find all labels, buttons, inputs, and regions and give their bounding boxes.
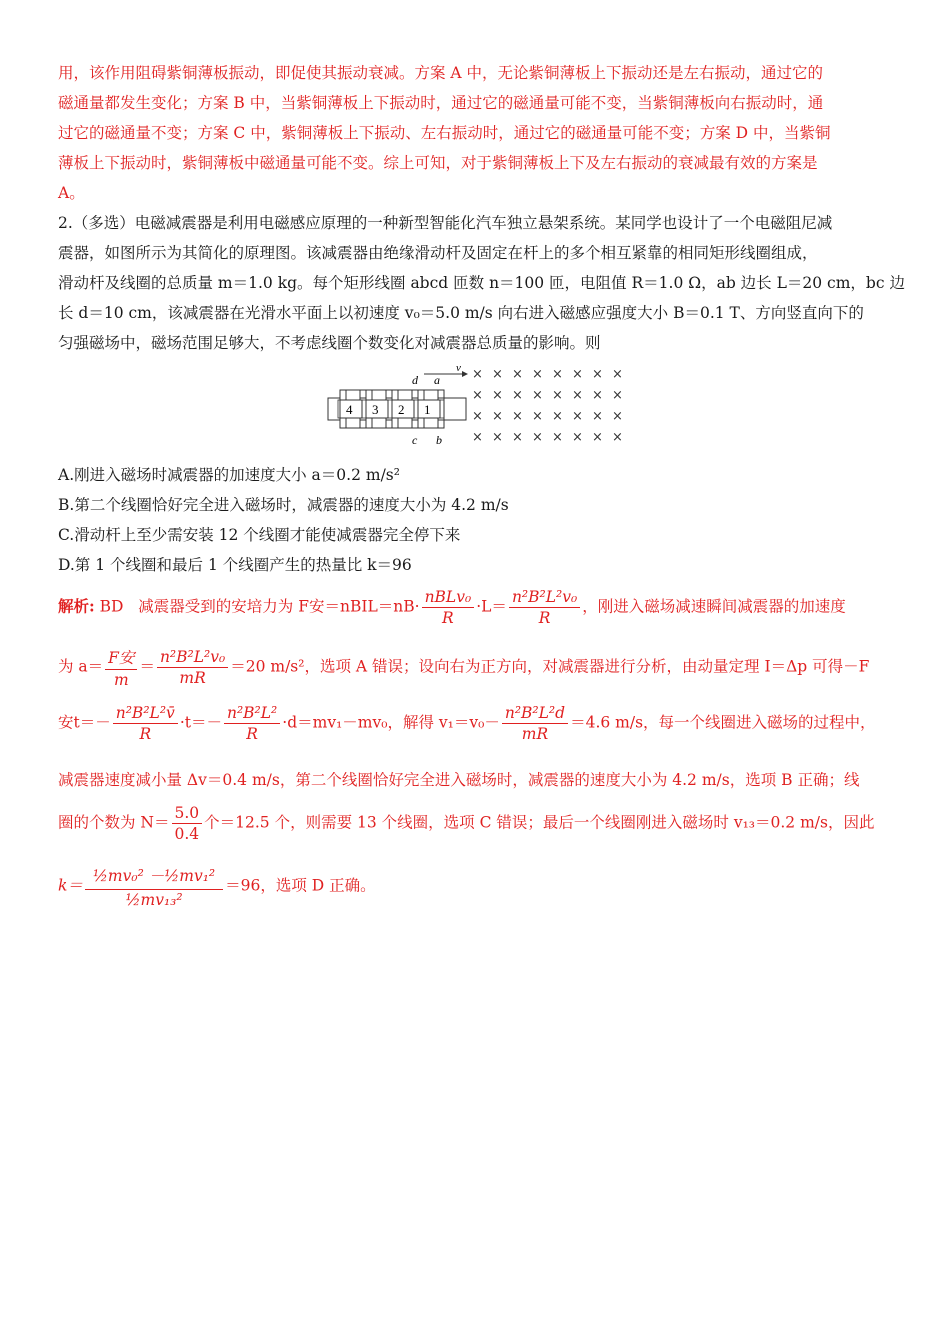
solution-text: 安t＝－ xyxy=(58,713,111,732)
solution-text: ＝96，选项 D 正确。 xyxy=(225,876,376,895)
fraction-denominator: R xyxy=(442,609,454,627)
explanation-line: A。 xyxy=(58,184,85,202)
field-cross: × xyxy=(472,367,483,382)
solution-text: 减震器受到的安培力为 F安＝nBIL＝nB· xyxy=(138,597,420,616)
solution-text: 为 a＝ xyxy=(58,657,104,676)
solution-text: k＝ xyxy=(58,876,83,895)
question-line: 滑动杆及线圈的总质量 m＝1.0 kg。每个矩形线圈 abcd 匝数 n＝100 匝，电阻值 R＝1.0 Ω，ab 边长 L＝20 cm，bc 边 xyxy=(58,274,905,292)
solution-text: ·L＝ xyxy=(476,597,507,616)
field-cross: × xyxy=(572,409,583,424)
field-cross: × xyxy=(552,430,563,445)
field-cross: × xyxy=(572,388,583,403)
field-cross: × xyxy=(552,409,563,424)
solution-line-6 xyxy=(58,864,376,909)
fraction-numerator: n²B²L² xyxy=(224,704,280,724)
solution-text: 圈的个数为 N＝ xyxy=(58,813,170,832)
fraction-denominator: R xyxy=(139,725,152,743)
field-cross: × xyxy=(532,409,543,424)
solution-text: ，刚进入磁场减速瞬间减震器的加速度 xyxy=(582,597,846,616)
field-cross: × xyxy=(532,367,543,382)
solution-line-2 xyxy=(58,646,869,689)
explanation-line: 用，该作用阻碍紫铜薄板振动，即促使其振动衰减。方案 A 中，无论紫铜薄板上下振动还是左右振动，通过它的 xyxy=(58,64,824,82)
fraction xyxy=(502,704,568,743)
solution-label: 解析: xyxy=(58,596,95,616)
solution-text: ＝4.6 m/s，每一个线圈进入磁场的过程中， xyxy=(570,713,876,732)
field-cross: × xyxy=(552,388,563,403)
option-a: A.刚进入磁场时减震器的加速度大小 a＝0.2 m/s² xyxy=(58,466,400,484)
coil-label: 1 xyxy=(424,402,431,417)
field-cross: × xyxy=(612,367,623,382)
field-cross: × xyxy=(612,388,623,403)
fraction xyxy=(85,864,223,909)
fraction-numerator: n²B²L²v₀ xyxy=(509,588,580,608)
options xyxy=(58,460,888,580)
top-explanation xyxy=(58,58,888,208)
fraction-numerator: 5.0 xyxy=(172,804,203,824)
explanation-line: 磁通量都发生变化；方案 B 中，当紫铜薄板上下振动时，通过它的磁通量可能不变，当紫铜薄板向右振动时，通 xyxy=(58,94,824,112)
field-cross: × xyxy=(512,367,523,382)
solution-text: ＝ xyxy=(139,657,155,676)
solution xyxy=(58,580,888,920)
question-line: 震器，如图所示为其简化的原理图。该减震器由绝缘滑动杆及固定在杆上的多个相互紧靠的相同矩形线圈组成， xyxy=(58,244,818,262)
solution-text: ＝20 m/s²，选项 A 错误；设向右为正方向，对减震器进行分析，由动量定理 I＝Δp 可得－F xyxy=(230,657,870,676)
question-line: 长 d＝10 cm，该减震器在光滑水平面上以初速度 v₀＝5.0 m/s 向右进入磁感应强度大小 B＝0.1 T、方向竖直向下的 xyxy=(58,304,864,322)
velocity-arrowhead xyxy=(462,371,468,377)
field-cross: × xyxy=(612,430,623,445)
corner-label-b: b xyxy=(436,433,442,447)
fraction-denominator: R xyxy=(246,725,258,743)
field-cross: × xyxy=(592,409,603,424)
coil-label: 4 xyxy=(346,402,353,417)
fraction-denominator: mR xyxy=(179,669,206,687)
fraction-numerator: F安 xyxy=(105,646,137,670)
fraction-denominator: 0.4 xyxy=(174,825,200,843)
fraction-denominator: ½mv₁₃² xyxy=(125,891,183,909)
option-d: D.第 1 个线圈和最后 1 个线圈产生的热量比 k＝96 xyxy=(58,556,412,574)
fraction-denominator: R xyxy=(538,609,551,627)
solution-text: ·d＝mv₁－mv₀，解得 v₁＝v₀－ xyxy=(282,713,500,732)
field-cross: × xyxy=(532,430,543,445)
fraction xyxy=(105,646,137,689)
fraction xyxy=(172,804,203,843)
field-cross: × xyxy=(592,367,603,382)
damper-diagram xyxy=(58,362,888,454)
solution-line-3 xyxy=(58,704,876,743)
field-cross: × xyxy=(532,388,543,403)
solution-line-4 xyxy=(58,768,859,790)
fraction-numerator: n²B²L²v₀ xyxy=(157,648,228,668)
field-cross: × xyxy=(472,388,483,403)
field-cross: × xyxy=(492,430,503,445)
solution-text: ·t＝－ xyxy=(179,713,222,732)
solution-line-1 xyxy=(58,588,846,627)
fraction-numerator: nBLv₀ xyxy=(422,588,475,608)
field-cross: × xyxy=(492,388,503,403)
fraction-numerator: n²B²L²d xyxy=(502,704,568,724)
fraction-denominator: m xyxy=(113,671,129,689)
field-cross: × xyxy=(492,367,503,382)
explanation-line: 过它的磁通量不变；方案 C 中，紫铜薄板上下振动、左右振动时，通过它的磁通量可能不变；方案 D 中，当紫铜 xyxy=(58,124,831,142)
question-stem xyxy=(58,208,905,358)
fraction xyxy=(224,704,280,743)
fraction-denominator: mR xyxy=(521,725,549,743)
field-cross: × xyxy=(492,409,503,424)
option-c: C.滑动杆上至少需安装 12 个线圈才能使减震器完全停下来 xyxy=(58,526,461,544)
field-cross: × xyxy=(612,409,623,424)
fraction xyxy=(422,588,475,627)
field-cross: × xyxy=(512,409,523,424)
field-cross: × xyxy=(512,388,523,403)
coil-label: 2 xyxy=(398,402,405,417)
field-cross: × xyxy=(592,388,603,403)
field-cross: × xyxy=(592,430,603,445)
field-cross: × xyxy=(572,430,583,445)
option-b: B.第二个线圈恰好完全进入磁场时，减震器的速度大小为 4.2 m/s xyxy=(58,496,509,514)
coil-label: 3 xyxy=(372,402,379,417)
solution-text: 个＝12.5 个，则需要 13 个线圈，选项 C 错误；最后一个线圈刚进入磁场时 v₁₃＝0.2 m/s，因此 xyxy=(204,813,875,832)
fraction-numerator: n²B²L²v̄ xyxy=(113,704,178,724)
document-page xyxy=(58,58,905,920)
field-cross: × xyxy=(572,367,583,382)
field-cross: × xyxy=(552,367,563,382)
fraction xyxy=(113,704,178,743)
corner-label-a: a xyxy=(434,373,440,387)
damper-svg xyxy=(326,362,646,452)
field-cross: × xyxy=(472,430,483,445)
corner-label-d: d xyxy=(412,373,418,387)
fraction-numerator: ½mv₀² －½mv₁² xyxy=(85,864,223,890)
corner-label-c: c xyxy=(412,433,418,447)
field-cross: × xyxy=(512,430,523,445)
solution-line-5 xyxy=(58,804,874,843)
fraction xyxy=(509,588,580,627)
explanation-line: 薄板上下振动时，紫铜薄板中磁通量可能不变。综上可知，对于紫铜薄板上下及左右振动的衰减最有效的方案是 xyxy=(58,154,818,172)
solution-answer: BD xyxy=(99,597,124,616)
magnetic-field xyxy=(472,367,623,445)
question-line: 2.（多选）电磁减震器是利用电磁感应原理的一种新型智能化汽车独立悬架系统。某同学也设计了一个电磁阻尼减 xyxy=(58,214,833,232)
solution-text: 减震器速度减小量 Δv＝0.4 m/s，第二个线圈恰好完全进入磁场时，减震器的速度大小为 4.2 m/s，选项 B 正确；线 xyxy=(58,771,860,789)
question-line: 匀强磁场中，磁场范围足够大，不考虑线圈个数变化对减震器总质量的影响。则 xyxy=(58,334,601,352)
velocity-label: v xyxy=(456,362,461,374)
fraction xyxy=(157,648,228,687)
field-cross: × xyxy=(472,409,483,424)
